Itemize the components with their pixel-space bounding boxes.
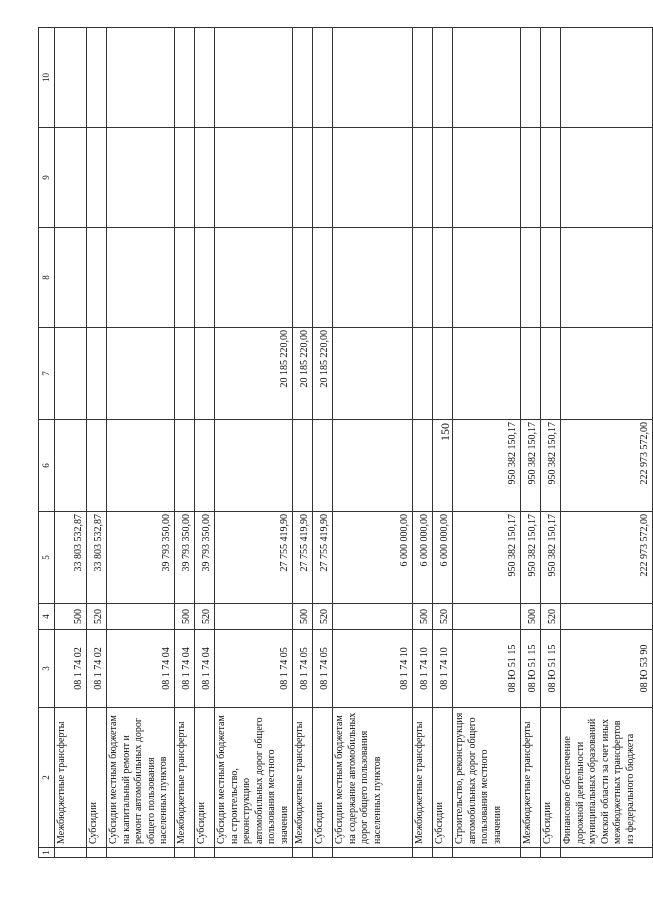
row-name: Субсидии <box>195 708 215 848</box>
row-amount-col5: 950 382 150,17 <box>541 512 561 604</box>
row-amount-col7 <box>433 328 453 420</box>
row-amount-col5: 39 793 350,00 <box>195 512 215 604</box>
table-row <box>313 28 333 858</box>
row-amount-col5: 6 000 000,00 <box>433 512 453 604</box>
header-col-10: 10 <box>39 28 55 128</box>
table-row <box>333 28 413 858</box>
row-amount-col9 <box>453 128 521 228</box>
table-row <box>107 28 175 858</box>
row-expense-type <box>561 604 653 630</box>
row-amount-col10 <box>561 28 653 128</box>
row-name: Межбюджетные трансферты <box>175 708 195 848</box>
row-amount-col5: 33 803 532,87 <box>87 512 107 604</box>
table-row <box>561 28 653 858</box>
table-row <box>413 28 433 858</box>
row-spacer <box>293 848 313 858</box>
row-amount-col10 <box>541 28 561 128</box>
row-spacer <box>413 848 433 858</box>
row-amount-col6 <box>195 420 215 512</box>
row-amount-col6 <box>293 420 313 512</box>
row-expense-type: 520 <box>195 604 215 630</box>
header-col-1: 1 <box>39 848 55 858</box>
row-amount-col6 <box>215 420 293 512</box>
row-amount-col7 <box>55 328 87 420</box>
header-col-4: 4 <box>39 604 55 630</box>
row-name: Субсидии местным бюджетам на строительство, реконструкцию автомобильных дорог общего пользования местного значения <box>215 708 293 848</box>
row-amount-col8 <box>195 228 215 328</box>
row-amount-col8 <box>55 228 87 328</box>
table-row <box>55 28 87 858</box>
row-code: 08 1 74 04 <box>195 630 215 708</box>
row-amount-col6 <box>313 420 333 512</box>
row-amount-col8 <box>175 228 195 328</box>
row-code: 08 Ю 53 90 <box>561 630 653 708</box>
row-amount-col5: 6 000 000,00 <box>413 512 433 604</box>
row-amount-col5: 950 382 150,17 <box>453 512 521 604</box>
header-row <box>39 28 55 858</box>
row-name: Межбюджетные трансферты <box>521 708 541 848</box>
row-amount-col7 <box>413 328 433 420</box>
row-spacer <box>107 848 175 858</box>
row-amount-col7: 20 185 220,00 <box>293 328 313 420</box>
table-row <box>541 28 561 858</box>
row-spacer <box>175 848 195 858</box>
row-amount-col8 <box>87 228 107 328</box>
row-amount-col8 <box>433 228 453 328</box>
row-code: 08 1 74 04 <box>107 630 175 708</box>
row-amount-col10 <box>333 28 413 128</box>
row-expense-type: 520 <box>87 604 107 630</box>
row-amount-col5: 27 755 419,90 <box>313 512 333 604</box>
row-amount-col6 <box>87 420 107 512</box>
row-expense-type: 520 <box>541 604 561 630</box>
row-spacer <box>561 848 653 858</box>
row-amount-col8 <box>293 228 313 328</box>
row-code: 08 1 74 05 <box>293 630 313 708</box>
header-col-9: 9 <box>39 128 55 228</box>
row-spacer <box>453 848 521 858</box>
row-amount-col10 <box>175 28 195 128</box>
row-amount-col9 <box>333 128 413 228</box>
row-amount-col8 <box>413 228 433 328</box>
row-amount-col9 <box>215 128 293 228</box>
row-amount-col6: 950 382 150,17 <box>541 420 561 512</box>
row-amount-col5: 39 793 350,00 <box>107 512 175 604</box>
row-expense-type: 520 <box>313 604 333 630</box>
row-amount-col6: 222 973 572,00 <box>561 420 653 512</box>
header-col-5: 5 <box>39 512 55 604</box>
header-col-6: 6 <box>39 420 55 512</box>
row-amount-col10 <box>453 28 521 128</box>
row-amount-col10 <box>87 28 107 128</box>
row-amount-col8 <box>313 228 333 328</box>
budget-table-page <box>38 28 650 858</box>
page-number: 150 <box>438 423 452 441</box>
row-spacer <box>87 848 107 858</box>
row-expense-type <box>453 604 521 630</box>
table-row <box>215 28 293 858</box>
row-expense-type: 500 <box>521 604 541 630</box>
row-amount-col10 <box>55 28 87 128</box>
row-amount-col6: 950 382 150,17 <box>453 420 521 512</box>
row-amount-col10 <box>413 28 433 128</box>
row-name: Субсидии <box>87 708 107 848</box>
row-amount-col10 <box>107 28 175 128</box>
row-code: 08 1 74 10 <box>433 630 453 708</box>
table-row <box>521 28 541 858</box>
row-code: 08 Ю 51 15 <box>541 630 561 708</box>
row-code: 08 1 74 05 <box>215 630 293 708</box>
row-amount-col7: 20 185 220,00 <box>313 328 333 420</box>
row-name: Субсидии <box>541 708 561 848</box>
row-amount-col9 <box>521 128 541 228</box>
row-amount-col9 <box>195 128 215 228</box>
table-row <box>195 28 215 858</box>
row-spacer <box>433 848 453 858</box>
row-amount-col10 <box>313 28 333 128</box>
row-amount-col9 <box>87 128 107 228</box>
row-amount-col7 <box>195 328 215 420</box>
row-code: 08 Ю 51 15 <box>521 630 541 708</box>
table-row <box>433 28 453 858</box>
row-amount-col7 <box>561 328 653 420</box>
row-amount-col9 <box>413 128 433 228</box>
row-name: Субсидии местным бюджетам на содержание автомобильных дорог общего пользования населенных пунктов <box>333 708 413 848</box>
row-amount-col9 <box>561 128 653 228</box>
row-expense-type: 500 <box>293 604 313 630</box>
row-amount-col7 <box>107 328 175 420</box>
row-name: Субсидии <box>313 708 333 848</box>
row-amount-col8 <box>453 228 521 328</box>
header-col-7: 7 <box>39 328 55 420</box>
row-spacer <box>521 848 541 858</box>
row-amount-col10 <box>521 28 541 128</box>
row-expense-type <box>333 604 413 630</box>
row-name: Субсидии <box>433 708 453 848</box>
row-amount-col7 <box>521 328 541 420</box>
row-name: Межбюджетные трансферты <box>55 708 87 848</box>
row-spacer <box>195 848 215 858</box>
row-expense-type: 520 <box>433 604 453 630</box>
row-amount-col5: 39 793 350,00 <box>175 512 195 604</box>
row-amount-col7: 20 185 220,00 <box>215 328 293 420</box>
row-amount-col7 <box>175 328 195 420</box>
row-amount-col5: 950 382 150,17 <box>521 512 541 604</box>
row-amount-col9 <box>55 128 87 228</box>
row-amount-col9 <box>107 128 175 228</box>
table-row <box>453 28 521 858</box>
table-row <box>87 28 107 858</box>
row-spacer <box>55 848 87 858</box>
header-col-2: 2 <box>39 708 55 848</box>
row-amount-col9 <box>433 128 453 228</box>
row-amount-col5: 27 755 419,90 <box>215 512 293 604</box>
row-code: 08 1 74 10 <box>413 630 433 708</box>
row-amount-col8 <box>561 228 653 328</box>
row-amount-col7 <box>541 328 561 420</box>
row-name: Финансовое обеспечение дорожной деятельности муниципальных образований Омской области за счет иных межбюджетных трансфертов из федерального бюджета <box>561 708 653 848</box>
row-amount-col7 <box>333 328 413 420</box>
row-amount-col5: 33 803 532,87 <box>55 512 87 604</box>
row-amount-col10 <box>215 28 293 128</box>
row-amount-col8 <box>333 228 413 328</box>
row-expense-type <box>215 604 293 630</box>
row-expense-type: 500 <box>413 604 433 630</box>
row-amount-col6 <box>107 420 175 512</box>
row-amount-col10 <box>433 28 453 128</box>
row-amount-col9 <box>175 128 195 228</box>
row-code: 08 Ю 51 15 <box>453 630 521 708</box>
row-amount-col5: 6 000 000,00 <box>333 512 413 604</box>
row-amount-col6 <box>433 420 453 512</box>
row-amount-col8 <box>107 228 175 328</box>
row-code: 08 1 74 02 <box>55 630 87 708</box>
row-amount-col7 <box>87 328 107 420</box>
table-row <box>293 28 313 858</box>
row-name: Строительство, реконструкция автомобильных дорог общего пользования местного значения <box>453 708 521 848</box>
row-spacer <box>333 848 413 858</box>
row-code: 08 1 74 04 <box>175 630 195 708</box>
row-amount-col6 <box>175 420 195 512</box>
row-code: 08 1 74 02 <box>87 630 107 708</box>
row-amount-col8 <box>215 228 293 328</box>
row-expense-type: 500 <box>55 604 87 630</box>
row-code: 08 1 74 05 <box>313 630 333 708</box>
row-code: 08 1 74 10 <box>333 630 413 708</box>
row-spacer <box>541 848 561 858</box>
row-amount-col9 <box>313 128 333 228</box>
row-expense-type: 500 <box>175 604 195 630</box>
budget-table <box>38 27 653 858</box>
row-amount-col8 <box>541 228 561 328</box>
row-amount-col5: 222 973 572,00 <box>561 512 653 604</box>
row-spacer <box>215 848 293 858</box>
row-name: Межбюджетные трансферты <box>293 708 313 848</box>
row-name: Субсидии местным бюджетам на капитальный ремонт и ремонт автомобильных дорог общего пользования населенных пунктов <box>107 708 175 848</box>
header-col-3: 3 <box>39 630 55 708</box>
row-amount-col9 <box>293 128 313 228</box>
row-name: Межбюджетные трансферты <box>413 708 433 848</box>
row-spacer <box>313 848 333 858</box>
row-amount-col10 <box>195 28 215 128</box>
row-amount-col10 <box>293 28 313 128</box>
row-amount-col8 <box>521 228 541 328</box>
table-row <box>175 28 195 858</box>
row-amount-col5: 27 755 419,90 <box>293 512 313 604</box>
row-amount-col6 <box>413 420 433 512</box>
row-expense-type <box>107 604 175 630</box>
row-amount-col9 <box>541 128 561 228</box>
row-amount-col7 <box>453 328 521 420</box>
header-col-8: 8 <box>39 228 55 328</box>
row-amount-col6: 950 382 150,17 <box>521 420 541 512</box>
row-amount-col6 <box>333 420 413 512</box>
row-amount-col6 <box>55 420 87 512</box>
